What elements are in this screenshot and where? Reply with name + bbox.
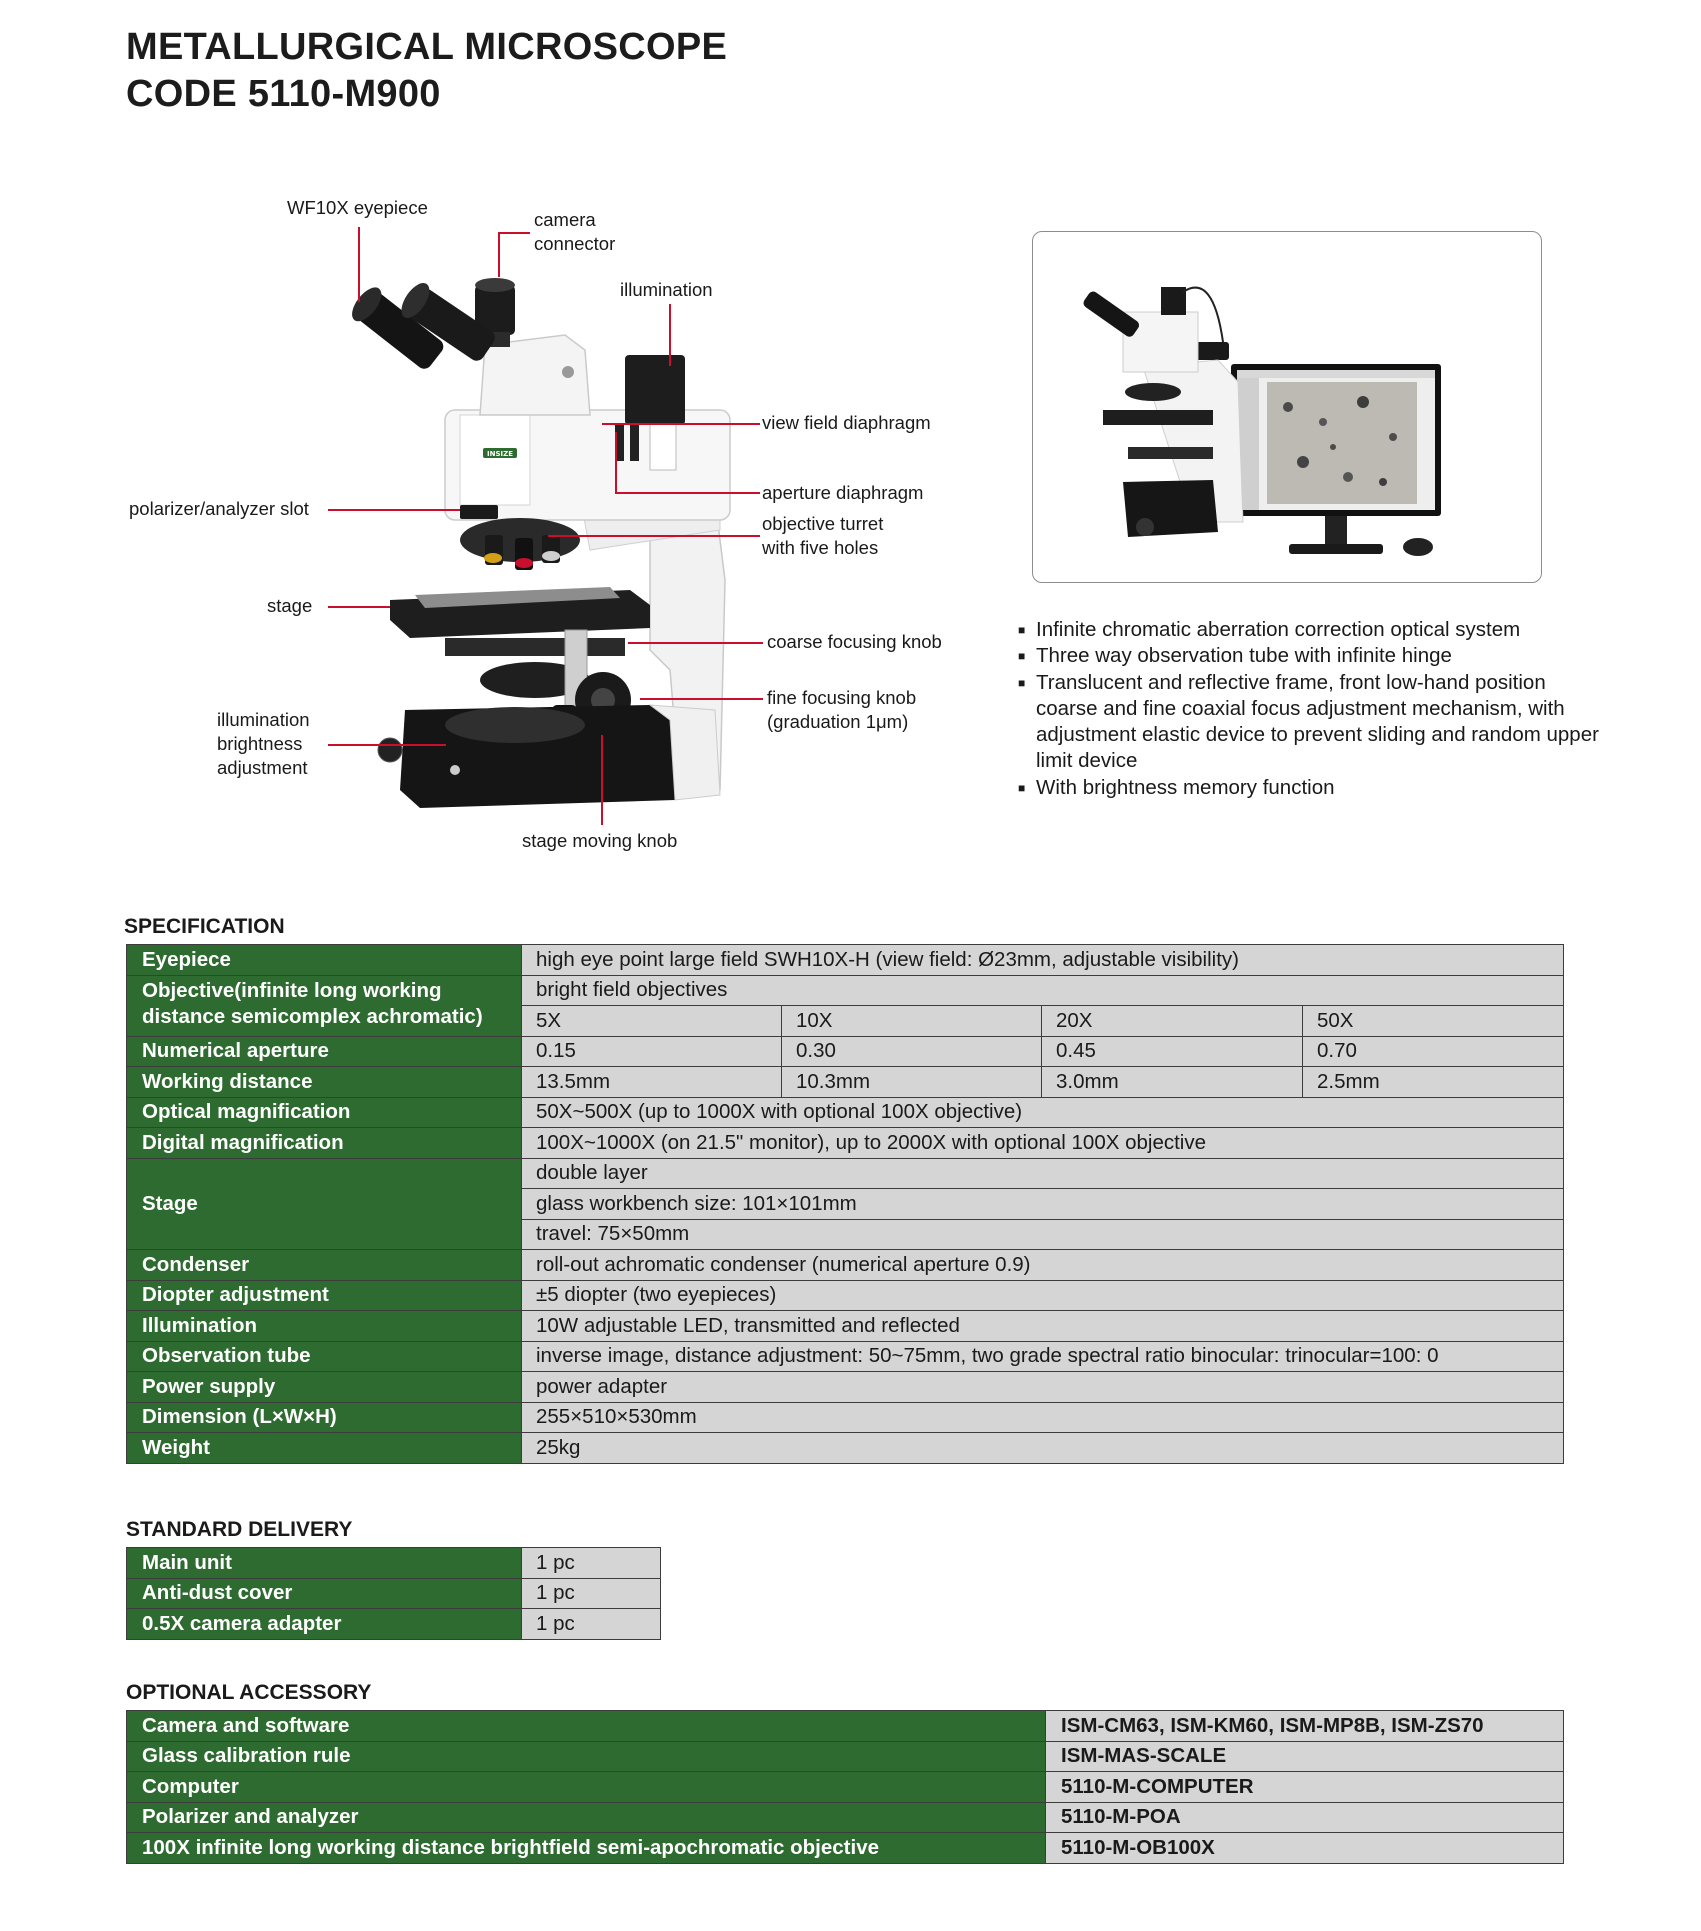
spec-value-power-supply: power adapter — [522, 1372, 1564, 1403]
callout-brightness-line3: adjustment — [217, 757, 308, 778]
callout-eyepiece: WF10X eyepiece — [287, 197, 428, 218]
leader-line — [669, 304, 671, 366]
spec-magnification-cell: 20X — [1042, 1006, 1303, 1037]
table-row — [127, 1128, 1564, 1159]
spec-label-objective: Objective(infinite long working distance semicomplex achromatic) — [127, 975, 522, 1036]
spec-value-eyepiece: high eye point large field SWH10X-H (view field: Ø23mm, adjustable visibility) — [522, 945, 1564, 976]
specification-table — [126, 944, 1564, 1464]
leader-line — [328, 606, 390, 608]
spec-value-dimension: 255×510×530mm — [522, 1402, 1564, 1433]
spec-magnification-cell: 10X — [782, 1006, 1042, 1037]
leader-line — [615, 432, 617, 493]
title-line-2: CODE 5110-M900 — [126, 73, 441, 115]
delivery-qty: 1 pc — [522, 1578, 661, 1609]
leader-line — [548, 535, 760, 537]
brand-logo: INSIZE — [487, 450, 513, 458]
table-row — [127, 1741, 1564, 1772]
standard-delivery-heading: STANDARD DELIVERY — [126, 1518, 353, 1541]
table-row — [127, 1833, 1564, 1864]
callout-illumination: illumination — [620, 279, 713, 300]
table-row — [127, 1548, 661, 1579]
delivery-qty: 1 pc — [522, 1548, 661, 1579]
table-row — [127, 1772, 1564, 1803]
table-row — [127, 1802, 1564, 1833]
spec-label-optical-magnification: Optical magnification — [127, 1097, 522, 1128]
table-row — [127, 1311, 1564, 1342]
spec-na-cell: 0.30 — [782, 1036, 1042, 1067]
table-row — [127, 1372, 1564, 1403]
callout-turret-line1: objective turret — [762, 513, 884, 534]
accessory-item: Computer — [127, 1772, 1046, 1803]
callout-fine-focusing-knob — [767, 686, 916, 734]
spec-na-cell: 0.45 — [1042, 1036, 1303, 1067]
callout-polarizer-slot: polarizer/analyzer slot — [129, 498, 309, 519]
table-row — [127, 1402, 1564, 1433]
table-row — [127, 1578, 661, 1609]
table-row — [127, 1609, 661, 1640]
title-line-1: METALLURGICAL MICROSCOPE — [126, 26, 728, 68]
features-list — [1018, 617, 1608, 801]
spec-label-stage: Stage — [127, 1158, 522, 1250]
spec-na-cell: 0.15 — [522, 1036, 782, 1067]
spec-value-stage: glass workbench size: 101×101mm — [522, 1189, 1564, 1220]
callout-camera-connector — [534, 208, 615, 256]
table-row — [127, 975, 1564, 1006]
accessory-item: Polarizer and analyzer — [127, 1802, 1046, 1833]
callout-camera-line2: connector — [534, 233, 616, 254]
callout-view-field-diaphragm: view field diaphragm — [762, 412, 931, 433]
leader-line — [640, 698, 763, 700]
leader-line — [358, 227, 360, 302]
microscope-illustration — [320, 250, 780, 810]
spec-magnification-cell: 50X — [1303, 1006, 1564, 1037]
accessory-code: 5110-M-COMPUTER — [1046, 1772, 1564, 1803]
table-row — [127, 1067, 1564, 1098]
optional-accessory-table — [126, 1710, 1564, 1864]
callout-brightness-line2: brightness — [217, 733, 303, 754]
spec-value-illumination: 10W adjustable LED, transmitted and reflected — [522, 1311, 1564, 1342]
leader-line — [628, 642, 763, 644]
spec-label-eyepiece: Eyepiece — [127, 945, 522, 976]
spec-na-cell: 0.70 — [1303, 1036, 1564, 1067]
spec-value-diopter: ±5 diopter (two eyepieces) — [522, 1280, 1564, 1311]
delivery-item: Main unit — [127, 1548, 522, 1579]
callout-coarse-focusing-knob: coarse focusing knob — [767, 631, 942, 652]
spec-wd-cell: 2.5mm — [1303, 1067, 1564, 1098]
table-row — [127, 1097, 1564, 1128]
table-row — [127, 1433, 1564, 1464]
table-row — [127, 1711, 1564, 1742]
leader-line — [601, 735, 603, 825]
accessory-code: ISM-MAS-SCALE — [1046, 1741, 1564, 1772]
spec-value-digital-magnification: 100X~1000X (on 21.5" monitor), up to 2000X with optional 100X objective — [522, 1128, 1564, 1159]
accessory-code: 5110-M-POA — [1046, 1802, 1564, 1833]
spec-value-optical-magnification: 50X~500X (up to 1000X with optional 100X objective) — [522, 1097, 1564, 1128]
spec-value-stage: travel: 75×50mm — [522, 1219, 1564, 1250]
spec-magnification-cell: 5X — [522, 1006, 782, 1037]
callout-stage: stage — [267, 595, 313, 616]
spec-label-numerical-aperture: Numerical aperture — [127, 1036, 522, 1067]
spec-label-power-supply: Power supply — [127, 1372, 522, 1403]
spec-value-stage: double layer — [522, 1158, 1564, 1189]
accessory-item: 100X infinite long working distance brightfield semi-apochromatic objective — [127, 1833, 1046, 1864]
callout-aperture-diaphragm: aperture diaphragm — [762, 482, 924, 503]
spec-value-condenser: roll-out achromatic condenser (numerical aperture 0.9) — [522, 1250, 1564, 1281]
feature-item: ■ With brightness memory function — [1018, 775, 1608, 801]
leader-line — [615, 492, 760, 494]
optional-accessory-heading: OPTIONAL ACCESSORY — [126, 1681, 372, 1704]
feature-item: ■ Infinite chromatic aberration correction optical system — [1018, 617, 1608, 643]
callout-brightness-line1: illumination — [217, 709, 310, 730]
spec-value-observation-tube: inverse image, distance adjustment: 50~75mm, two grade spectral ratio binocular: trinocular=100: 0 — [522, 1341, 1564, 1372]
callout-objective-turret — [762, 512, 883, 560]
table-row — [127, 1036, 1564, 1067]
leader-line — [328, 744, 446, 746]
table-row — [127, 945, 1564, 976]
accessory-code: ISM-CM63, ISM-KM60, ISM-MP8B, ISM-ZS70 — [1046, 1711, 1564, 1742]
product-photo-frame — [1032, 231, 1542, 583]
callout-fine-line1: fine focusing knob — [767, 687, 917, 708]
spec-label-working-distance: Working distance — [127, 1067, 522, 1098]
spec-wd-cell: 10.3mm — [782, 1067, 1042, 1098]
specification-heading: SPECIFICATION — [124, 915, 285, 938]
spec-value-objective: bright field objectives — [522, 975, 1564, 1006]
table-row — [127, 1280, 1564, 1311]
table-row — [127, 1250, 1564, 1281]
spec-label-dimension: Dimension (L×W×H) — [127, 1402, 522, 1433]
leader-line — [602, 423, 760, 425]
standard-delivery-table — [126, 1547, 661, 1640]
leader-line — [498, 232, 530, 234]
delivery-qty: 1 pc — [522, 1609, 661, 1640]
accessory-item: Camera and software — [127, 1711, 1046, 1742]
spec-label-illumination: Illumination — [127, 1311, 522, 1342]
delivery-item: Anti-dust cover — [127, 1578, 522, 1609]
feature-item: ■ Three way observation tube with infinite hinge — [1018, 643, 1608, 669]
table-row — [127, 1158, 1564, 1189]
leader-line — [498, 232, 500, 277]
spec-label-weight: Weight — [127, 1433, 522, 1464]
delivery-item: 0.5X camera adapter — [127, 1609, 522, 1640]
callout-brightness-adjustment — [217, 708, 310, 780]
callout-fine-line2: (graduation 1μm) — [767, 711, 909, 732]
document-title — [126, 24, 727, 118]
spec-label-condenser: Condenser — [127, 1250, 522, 1281]
callout-camera-line1: camera — [534, 209, 596, 230]
callout-turret-line2: with five holes — [762, 537, 879, 558]
spec-wd-cell: 3.0mm — [1042, 1067, 1303, 1098]
feature-item: ■ Translucent and reflective frame, front low-hand position coarse and fine coaxial focus adjustment mechanism, with adjustment elastic device to prevent sliding and random upper limit device — [1018, 670, 1608, 775]
spec-value-weight: 25kg — [522, 1433, 1564, 1464]
table-row — [127, 1341, 1564, 1372]
leader-line — [328, 509, 460, 511]
spec-label-diopter: Diopter adjustment — [127, 1280, 522, 1311]
accessory-item: Glass calibration rule — [127, 1741, 1046, 1772]
spec-wd-cell: 13.5mm — [522, 1067, 782, 1098]
spec-label-observation-tube: Observation tube — [127, 1341, 522, 1372]
product-photo — [1033, 232, 1541, 582]
spec-label-digital-magnification: Digital magnification — [127, 1128, 522, 1159]
accessory-code: 5110-M-OB100X — [1046, 1833, 1564, 1864]
callout-stage-moving-knob: stage moving knob — [522, 830, 678, 851]
